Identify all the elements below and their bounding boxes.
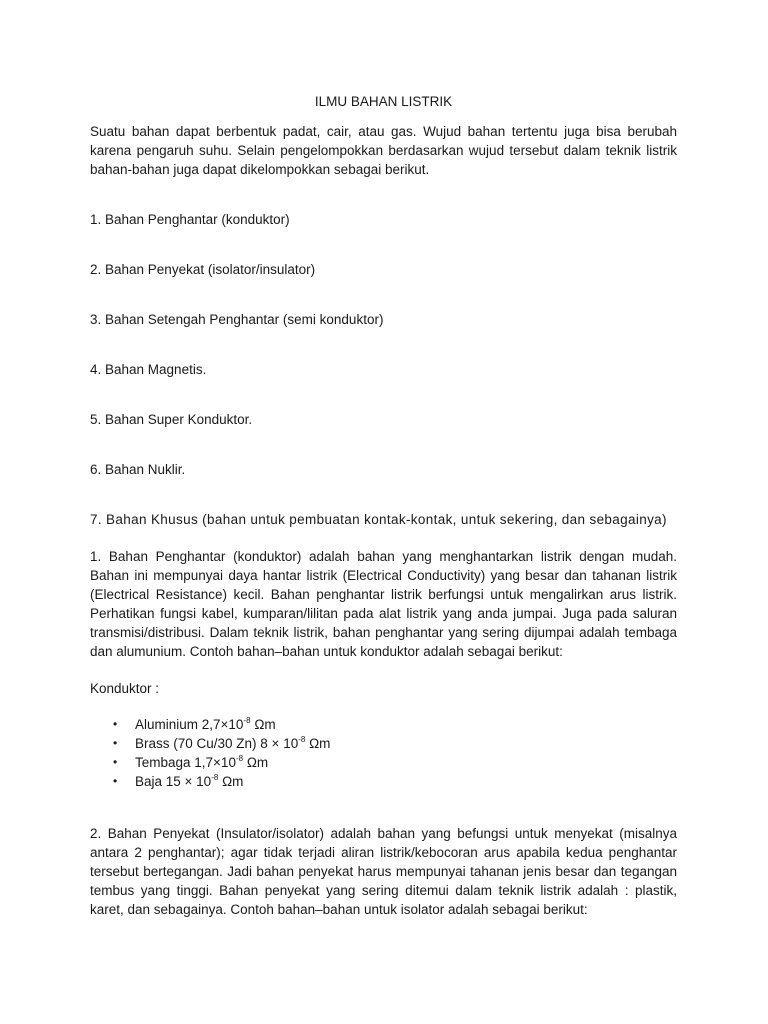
document-body bbox=[90, 92, 677, 919]
conductor-label: Konduktor : bbox=[90, 681, 160, 696]
insulator-paragraph: 2. Bahan Penyekat (Insulator/isolator) adalah bahan yang befungsi untuk menyekat (misalnya antara 2 penghantar); agar tidak terjadi aliran listrik/kebocoran arus apabila kedua penghantar tersebut bertegangan. Jadi bahan penyekat harus mempunyai tahanan jenis besar dan tegangan tembus yang tinggi. Bahan penyekat yang sering ditemui dalam teknik listrik adalah : plastik, karet, dan sebagainya. Contoh bahan–bahan untuk isolator adalah sebagai berikut: bbox=[90, 826, 677, 917]
list-item-1: 1. Bahan Penghantar (konduktor) bbox=[90, 212, 290, 227]
conductor-item-text: Brass (70 Cu/30 Zn) 8 × 10 bbox=[135, 736, 299, 751]
bullet-icon: • bbox=[113, 717, 118, 731]
list-item-5: 5. Bahan Super Konduktor. bbox=[90, 412, 253, 427]
conductor-paragraph: 1. Bahan Penghantar (konduktor) adalah bahan yang menghantarkan listrik dengan mudah. Bahan ini mempunyai daya hantar listrik (Electrical Conductivity) yang besar dan tahanan listrik (Electrical Resistance) kecil. Bahan penghantar listrik berfungsi untuk mengalirkan arus listrik. Perhatikan fungsi kabel, kumparan/lilitan pada alat listrik yang anda jumpai. Juga pada saluran transmisi/distribusi. Dalam teknik listrik, bahan penghantar yang sering dijumpai adalah tembaga dan alumunium. Contoh bahan–bahan untuk konduktor adalah sebagai berikut: bbox=[90, 549, 677, 659]
conductor-item-aluminium bbox=[90, 715, 677, 734]
exponent: -8 bbox=[211, 773, 219, 782]
conductor-list bbox=[90, 715, 677, 791]
conductor-item-text: Baja 15 × 10 bbox=[135, 774, 212, 789]
bullet-icon: • bbox=[113, 755, 118, 769]
exponent: -8 bbox=[235, 754, 244, 763]
conductor-item-text: Aluminium 2,7×10 bbox=[135, 717, 244, 732]
conductor-item-baja bbox=[90, 772, 677, 791]
unit: Ωm bbox=[243, 755, 269, 770]
list-item-7: 7. Bahan Khusus (bahan untuk pembuatan kontak-kontak, untuk sekering, dan sebagainya) bbox=[90, 512, 667, 527]
conductor-item-brass bbox=[90, 734, 677, 753]
conductor-item-text: Tembaga 1,7×10 bbox=[135, 755, 236, 770]
conductor-item-tembaga bbox=[90, 753, 677, 772]
list-item-3: 3. Bahan Setengah Penghantar (semi konduktor) bbox=[90, 312, 384, 327]
exponent: -8 bbox=[243, 716, 251, 725]
unit: Ωm bbox=[218, 774, 244, 789]
exponent: -8 bbox=[298, 735, 306, 744]
bullet-icon: • bbox=[113, 736, 118, 750]
intro-paragraph: Suatu bahan dapat berbentuk padat, cair, atau gas. Wujud bahan tertentu juga bisa berubah karena pengaruh suhu. Selain pengelompokkan berdasarkan wujud tersebut dalam teknik listrik bahan-bahan juga dapat dikelompokkan sebagai berikut. bbox=[90, 124, 677, 177]
list-item-6: 6. Bahan Nuklir. bbox=[90, 462, 186, 477]
unit: Ωm bbox=[305, 736, 331, 751]
bullet-icon: • bbox=[113, 774, 118, 788]
list-item-2: 2. Bahan Penyekat (isolator/insulator) bbox=[90, 262, 316, 277]
unit: Ωm bbox=[250, 717, 276, 732]
list-item-4: 4. Bahan Magnetis. bbox=[90, 362, 207, 377]
document-title: ILMU BAHAN LISTRIK bbox=[314, 94, 453, 109]
